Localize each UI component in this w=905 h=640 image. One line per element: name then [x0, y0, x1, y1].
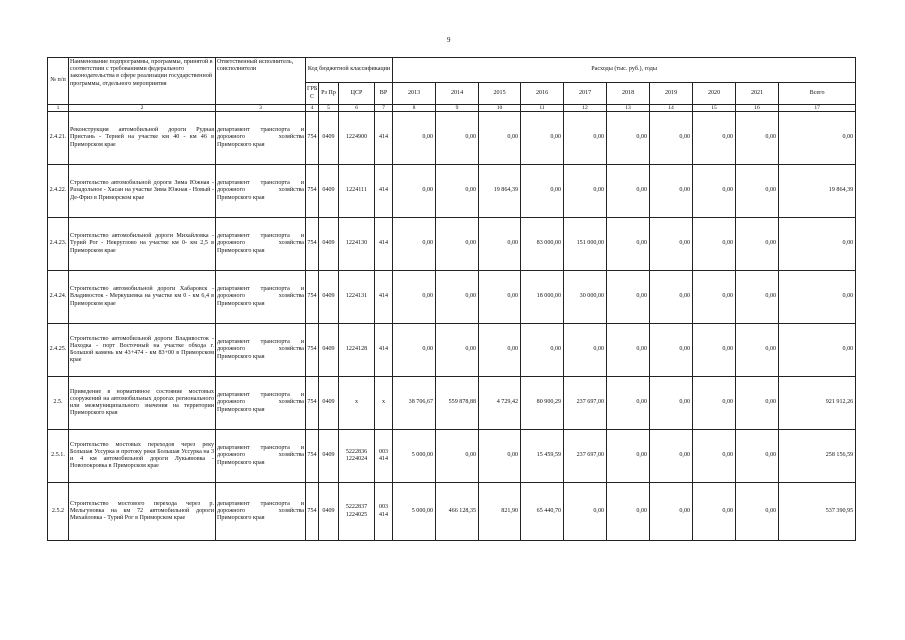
- row-number: 2.4.21.: [48, 112, 69, 165]
- row-csr: [339, 112, 375, 165]
- header-responsible: Ответственный исполнитель, соисполнители: [216, 58, 306, 105]
- row-rzpr: 0409: [319, 165, 339, 218]
- row-value: 0,00: [607, 430, 650, 483]
- row-value: 0,00: [607, 483, 650, 541]
- row-rzpr: 0409: [319, 377, 339, 430]
- header-name: Наименование подпрограммы, программы, принятой в соответствии с требованиями федерального законодательства в сфере реализации государственной программы, отдельного мероприятия: [69, 58, 216, 105]
- row-value: 0,00: [436, 165, 479, 218]
- csr-code: 1224024: [345, 456, 368, 462]
- page-number: 9: [447, 36, 451, 44]
- header-rzpr: Рз Пр: [319, 83, 339, 105]
- column-number: 17: [779, 105, 856, 112]
- row-number: 2.5.: [48, 377, 69, 430]
- column-number: 14: [650, 105, 693, 112]
- column-number: 7: [375, 105, 393, 112]
- row-vr: [375, 324, 393, 377]
- row-value: 30 000,00: [564, 271, 607, 324]
- header-num: № п/п: [48, 58, 69, 105]
- row-value: 0,00: [693, 377, 736, 430]
- table-row: [48, 271, 856, 324]
- row-value: 0,00: [736, 430, 779, 483]
- row-value: 0,00: [479, 324, 521, 377]
- header-year: 2016: [521, 83, 564, 105]
- row-name: Строительство мостовых переходов через реку Большая Уссурка и протоку реки Большая Уссурка на 3 и 4 км автомобильной дороги Лукьяновка - Новопокровка в Приморском крае: [69, 430, 216, 483]
- row-value: 0,00: [521, 324, 564, 377]
- row-value: 65 440,70: [521, 483, 564, 541]
- row-total: 19 864,39: [779, 165, 856, 218]
- row-value: 0,00: [393, 165, 436, 218]
- row-grbs: 754: [306, 112, 319, 165]
- row-value: 0,00: [693, 112, 736, 165]
- row-responsible: департамент транспорта и дорожного хозяйства Приморского края: [216, 324, 306, 377]
- row-value: 0,00: [521, 165, 564, 218]
- column-number: 11: [521, 105, 564, 112]
- header-total: Всего: [779, 83, 856, 105]
- row-name: Приведение в нормативное состояние мостовых сооружений на автомобильных дорогах регионального или межмуниципального значения на территории Приморского края: [69, 377, 216, 430]
- csr-code: 1224131: [345, 293, 368, 300]
- row-value: 0,00: [436, 218, 479, 271]
- row-vr: [375, 483, 393, 541]
- header-year: 2019: [650, 83, 693, 105]
- row-total: 0,00: [779, 112, 856, 165]
- budget-table: [47, 57, 856, 541]
- header-year: 2014: [436, 83, 479, 105]
- row-number: 2.4.24.: [48, 271, 69, 324]
- row-total: 537 390,95: [779, 483, 856, 541]
- column-number: 1: [48, 105, 69, 112]
- table-row: [48, 430, 856, 483]
- column-number: 3: [216, 105, 306, 112]
- row-value: 0,00: [736, 112, 779, 165]
- vr-code: 414: [378, 293, 389, 300]
- column-number: 4: [306, 105, 319, 112]
- row-rzpr: 0409: [319, 112, 339, 165]
- row-csr: [339, 165, 375, 218]
- row-value: 0,00: [479, 271, 521, 324]
- row-value: 0,00: [693, 218, 736, 271]
- row-value: 5 000,00: [393, 483, 436, 541]
- header-year: 2021: [736, 83, 779, 105]
- row-value: 0,00: [607, 271, 650, 324]
- row-total: 0,00: [779, 218, 856, 271]
- row-value: 0,00: [650, 483, 693, 541]
- row-vr: [375, 218, 393, 271]
- table-row: [48, 377, 856, 430]
- row-grbs: 754: [306, 377, 319, 430]
- row-rzpr: 0409: [319, 271, 339, 324]
- row-value: 0,00: [693, 271, 736, 324]
- row-name: Реконструкция автомобильной дороги Рудная Пристань - Терней на участке км 40 - км 46 в Приморском крае: [69, 112, 216, 165]
- vr-code: 414: [378, 134, 389, 141]
- row-grbs: 754: [306, 483, 319, 541]
- column-numbers-row: [48, 105, 856, 112]
- row-value: 0,00: [693, 165, 736, 218]
- table-row: [48, 165, 856, 218]
- row-value: 19 864,39: [479, 165, 521, 218]
- row-value: 821,90: [479, 483, 521, 541]
- row-value: 237 697,00: [564, 377, 607, 430]
- header-year: 2017: [564, 83, 607, 105]
- row-value: 4 729,42: [479, 377, 521, 430]
- csr-code: 5222837: [345, 504, 368, 511]
- column-number: 16: [736, 105, 779, 112]
- row-value: 0,00: [736, 324, 779, 377]
- table-row: [48, 112, 856, 165]
- row-value: 0,00: [650, 324, 693, 377]
- row-grbs: 754: [306, 324, 319, 377]
- row-number: 2.4.23.: [48, 218, 69, 271]
- row-value: 0,00: [479, 430, 521, 483]
- row-value: 151 000,00: [564, 218, 607, 271]
- row-responsible: департамент транспорта и дорожного хозяйства Приморского края: [216, 112, 306, 165]
- table-body: [48, 112, 856, 541]
- row-value: 0,00: [736, 377, 779, 430]
- row-value: 0,00: [479, 218, 521, 271]
- row-value: 0,00: [607, 112, 650, 165]
- row-name: Строительство мостового перехода через р. Мельгуновка на км 72 автомобильной дороги Михайловка - Турий Рог в Приморском крае: [69, 483, 216, 541]
- vr-code: х: [382, 399, 386, 406]
- csr-code: 1224130: [345, 240, 368, 247]
- row-value: 237 697,00: [564, 430, 607, 483]
- row-value: 18 000,00: [521, 271, 564, 324]
- row-value: 0,00: [393, 324, 436, 377]
- row-vr: [375, 430, 393, 483]
- row-total: 0,00: [779, 271, 856, 324]
- row-number: 2.4.22.: [48, 165, 69, 218]
- row-csr: [339, 324, 375, 377]
- row-csr: [339, 430, 375, 483]
- row-value: 466 128,35: [436, 483, 479, 541]
- row-responsible: департамент транспорта и дорожного хозяйства Приморского края: [216, 483, 306, 541]
- vr-code: 414: [378, 240, 389, 247]
- row-value: 0,00: [393, 112, 436, 165]
- row-grbs: 754: [306, 165, 319, 218]
- row-vr: [375, 112, 393, 165]
- row-value: 0,00: [736, 165, 779, 218]
- row-value: 0,00: [650, 377, 693, 430]
- row-value: 0,00: [564, 324, 607, 377]
- vr-code: 003: [378, 448, 389, 455]
- row-rzpr: 0409: [319, 483, 339, 541]
- column-number: 2: [69, 105, 216, 112]
- row-name: Строительство автомобильной дороги Михайловка - Турий Рог - Некруглово на участке км 0- км 2,5 в Приморском крае: [69, 218, 216, 271]
- header-vr: ВР: [375, 83, 393, 105]
- row-csr: [339, 377, 375, 430]
- row-number: 2.4.25.: [48, 324, 69, 377]
- row-value: 0,00: [693, 430, 736, 483]
- csr-code: 1224025: [345, 511, 368, 518]
- row-grbs: 754: [306, 218, 319, 271]
- row-value: 0,00: [736, 271, 779, 324]
- row-total: 258 156,59: [779, 430, 856, 483]
- column-number: 15: [693, 105, 736, 112]
- row-name: Строительство автомобильной дороги Хабаровск - Владивосток - Меркушевка на участке км 0 - км 6,4 в Приморском крае: [69, 271, 216, 324]
- vr-code: 414: [378, 456, 389, 462]
- vr-code: 003: [378, 504, 389, 511]
- row-value: 0,00: [436, 271, 479, 324]
- vr-code: 414: [378, 187, 389, 194]
- row-value: 15 459,59: [521, 430, 564, 483]
- row-responsible: департамент транспорта и дорожного хозяйства Приморского края: [216, 218, 306, 271]
- row-csr: [339, 483, 375, 541]
- row-value: 0,00: [436, 324, 479, 377]
- row-value: 0,00: [393, 271, 436, 324]
- row-name: Строительство автомобильной дороги Владивосток - Находка - порт Восточный на участке обхода г. Большой камень км 43+474 - км 83+00 в Приморском крае: [69, 324, 216, 377]
- row-value: 0,00: [607, 324, 650, 377]
- row-number: 2.5.2: [48, 483, 69, 541]
- row-value: 0,00: [564, 483, 607, 541]
- row-value: 0,00: [436, 112, 479, 165]
- row-value: 80 900,29: [521, 377, 564, 430]
- row-vr: [375, 271, 393, 324]
- row-value: 38 706,67: [393, 377, 436, 430]
- row-total: 921 912,26: [779, 377, 856, 430]
- row-value: 0,00: [650, 165, 693, 218]
- column-number: 8: [393, 105, 436, 112]
- row-value: 0,00: [650, 218, 693, 271]
- column-number: 5: [319, 105, 339, 112]
- row-value: 5 000,00: [393, 430, 436, 483]
- row-number: 2.5.1.: [48, 430, 69, 483]
- row-rzpr: 0409: [319, 218, 339, 271]
- row-value: 0,00: [564, 165, 607, 218]
- row-value: 0,00: [650, 112, 693, 165]
- header-csr: ЦСР: [339, 83, 375, 105]
- row-value: 0,00: [736, 218, 779, 271]
- csr-code: х: [354, 399, 359, 406]
- row-value: 559 878,88: [436, 377, 479, 430]
- table-row: [48, 483, 856, 541]
- column-number: 9: [436, 105, 479, 112]
- row-value: 0,00: [693, 324, 736, 377]
- row-responsible: департамент транспорта и дорожного хозяйства Приморского края: [216, 430, 306, 483]
- row-csr: [339, 218, 375, 271]
- header-expenses: Расходы (тыс. руб.), годы: [393, 58, 856, 83]
- vr-code: 414: [378, 346, 389, 353]
- header-year: 2020: [693, 83, 736, 105]
- row-value: 0,00: [436, 430, 479, 483]
- row-responsible: департамент транспорта и дорожного хозяйства Приморского края: [216, 377, 306, 430]
- column-number: 6: [339, 105, 375, 112]
- row-value: 0,00: [607, 165, 650, 218]
- row-value: 83 000,00: [521, 218, 564, 271]
- row-csr: [339, 271, 375, 324]
- row-value: 0,00: [650, 430, 693, 483]
- column-number: 10: [479, 105, 521, 112]
- csr-code: 1224128: [345, 346, 368, 353]
- row-value: 0,00: [393, 218, 436, 271]
- row-value: 0,00: [607, 377, 650, 430]
- row-value: 0,00: [693, 483, 736, 541]
- row-responsible: департамент транспорта и дорожного хозяйства Приморского края: [216, 271, 306, 324]
- table-row: [48, 324, 856, 377]
- header-year: 2013: [393, 83, 436, 105]
- header-grbs: ГРБ С: [306, 83, 319, 105]
- row-value: 0,00: [607, 218, 650, 271]
- row-vr: [375, 165, 393, 218]
- row-responsible: департамент транспорта и дорожного хозяйства Приморского края: [216, 165, 306, 218]
- row-grbs: 754: [306, 430, 319, 483]
- row-rzpr: 0409: [319, 324, 339, 377]
- row-rzpr: 0409: [319, 430, 339, 483]
- row-value: 0,00: [521, 112, 564, 165]
- csr-code: 5222836: [345, 448, 368, 455]
- header-budget-code: Код бюджетной классификации: [306, 58, 393, 83]
- table-row: [48, 218, 856, 271]
- header-year: 2015: [479, 83, 521, 105]
- vr-code: 414: [378, 511, 389, 518]
- csr-code: 1224900: [345, 134, 368, 141]
- header-year: 2018: [607, 83, 650, 105]
- row-name: Строительство автомобильной дороги Зима Южная - Разадольное - Хасан на участке Зима Южная - Новый - Де-Фриз в Приморском крае: [69, 165, 216, 218]
- column-number: 13: [607, 105, 650, 112]
- row-value: 0,00: [650, 271, 693, 324]
- row-total: 0,00: [779, 324, 856, 377]
- row-value: 0,00: [479, 112, 521, 165]
- row-value: 0,00: [564, 112, 607, 165]
- row-value: 0,00: [736, 483, 779, 541]
- csr-code: 1224111: [346, 187, 367, 194]
- row-vr: [375, 377, 393, 430]
- column-number: 12: [564, 105, 607, 112]
- row-grbs: 754: [306, 271, 319, 324]
